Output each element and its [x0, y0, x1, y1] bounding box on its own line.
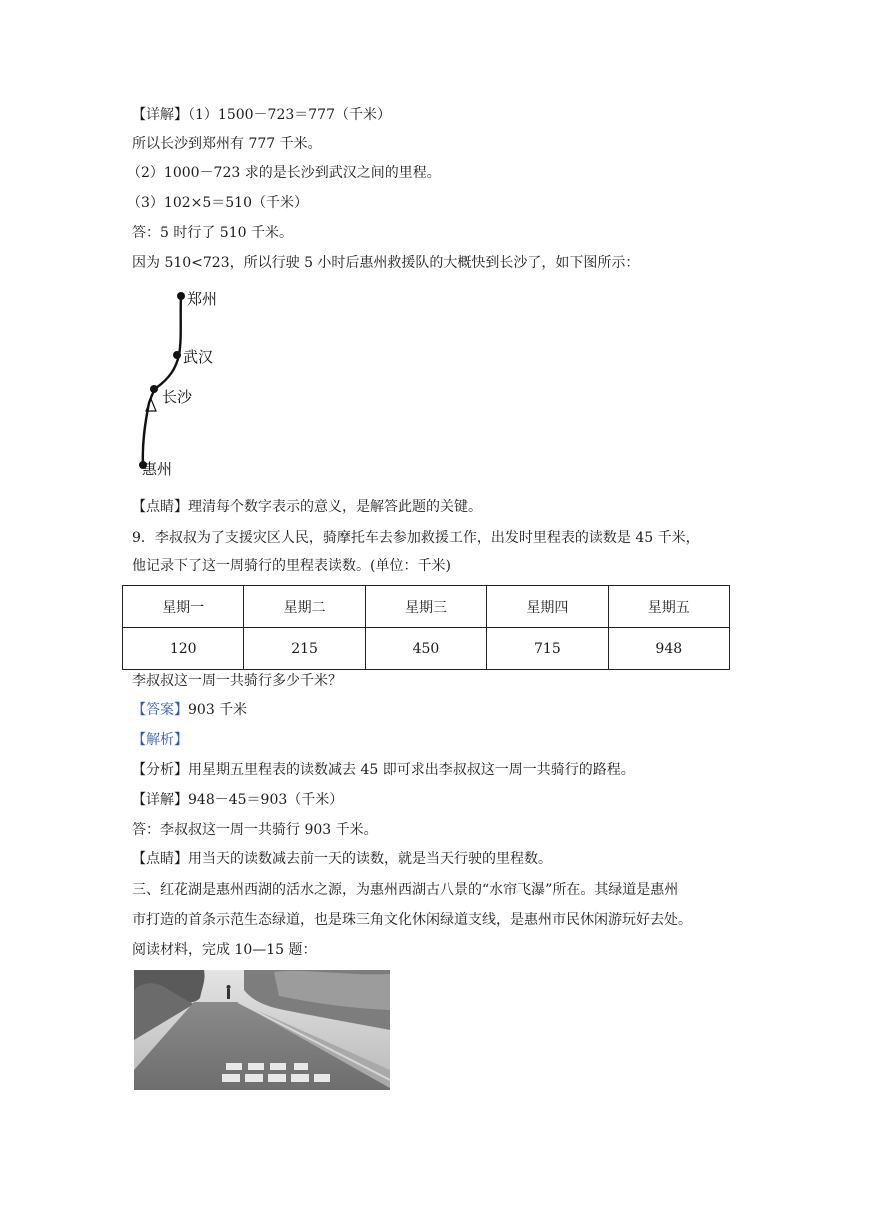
text-line: 所以长沙到郑州有 777 千米。	[132, 136, 322, 152]
changsha-point	[150, 385, 158, 393]
detail-line-1	[132, 105, 391, 125]
question-9-stem: 他记录下了这一周骑行的里程表读数。(单位：千米)	[132, 558, 451, 574]
table-cell: 715	[487, 628, 608, 670]
text-line: 答：5 时行了 510 千米。	[132, 225, 293, 241]
wuhan-point	[173, 351, 181, 359]
table-cell: 星期三	[365, 586, 486, 628]
route-label-wuhan: 武汉	[183, 348, 214, 366]
part3-text: 三、红花湖是惠州西湖的活水之源，为惠州西湖古八景的“水帘飞瀑”所在。其绿道是惠州	[132, 882, 679, 898]
table-cell: 215	[244, 628, 365, 670]
detail-line	[132, 790, 343, 810]
tip-tag: 【点睛】	[132, 499, 188, 515]
text-line: 因为 510<723，所以行驶 5 小时后惠州救援队的大概快到长沙了，如下图所示：	[132, 255, 640, 271]
route-label-zhengzhou: 郑州	[187, 290, 218, 308]
text-line: （3）102×5＝510（千米）	[127, 195, 308, 211]
tip-tag: 【点睛】	[132, 851, 188, 867]
greenway-photo	[134, 970, 390, 1090]
route-label-huizhou: 惠州	[142, 460, 173, 478]
part3-text: 阅读材料，完成 10—15 题：	[132, 942, 317, 958]
table-cell: 120	[123, 628, 244, 670]
part3-text: 市打造的首条示范生态绿道，也是珠三角文化休闲绿道支线，是惠州市民休闲游玩好去处。	[132, 912, 692, 928]
route-path	[143, 296, 181, 465]
table-header-row	[123, 586, 730, 628]
table-cell: 星期五	[608, 586, 729, 628]
tip-line	[132, 849, 552, 869]
odometer-table	[122, 585, 730, 670]
greenway-photo-drawing	[134, 970, 390, 1090]
analysis-tag: 【解析】	[132, 732, 188, 748]
answer-text: 903 千米	[188, 702, 248, 718]
question-9-stem: 9．李叔叔为了支援灾区人民，骑摩托车去参加救援工作，出发时里程表的读数是 45 千米，	[132, 530, 700, 546]
answer-tag: 【答案】	[132, 702, 188, 718]
result-line: 答：李叔叔这一周一共骑行 903 千米。	[132, 822, 378, 838]
answer-line	[132, 700, 247, 720]
detail-tag: 【详解】	[132, 107, 188, 123]
table-cell: 450	[365, 628, 486, 670]
tip-line	[132, 497, 482, 517]
analyze-text: 用星期五里程表的读数减去 45 即可求出李叔叔这一周一共骑行的路程。	[188, 762, 635, 778]
route-diagram	[130, 283, 250, 483]
analyze-tag: 【分析】	[132, 762, 188, 778]
analyze-line	[132, 760, 635, 780]
table-cell: 星期二	[244, 586, 365, 628]
table-cell: 星期四	[487, 586, 608, 628]
table-row	[123, 628, 730, 670]
detail-text: （1）1500－723＝777（千米）	[188, 107, 391, 123]
detail-tag: 【详解】	[132, 792, 188, 808]
table-cell: 星期一	[123, 586, 244, 628]
table-cell: 948	[608, 628, 729, 670]
detail-text: 948－45＝903（千米）	[188, 792, 344, 808]
tip-text: 理清每个数字表示的意义，是解答此题的关键。	[188, 499, 482, 515]
question-9-ask: 李叔叔这一周一共骑行多少千米？	[132, 673, 342, 689]
zhengzhou-point	[177, 292, 185, 300]
route-label-changsha: 长沙	[162, 388, 193, 406]
tip-text: 用当天的读数减去前一天的读数，就是当天行驶的里程数。	[188, 851, 552, 867]
text-line: （2）1000－723 求的是长沙到武汉之间的里程。	[127, 165, 441, 181]
